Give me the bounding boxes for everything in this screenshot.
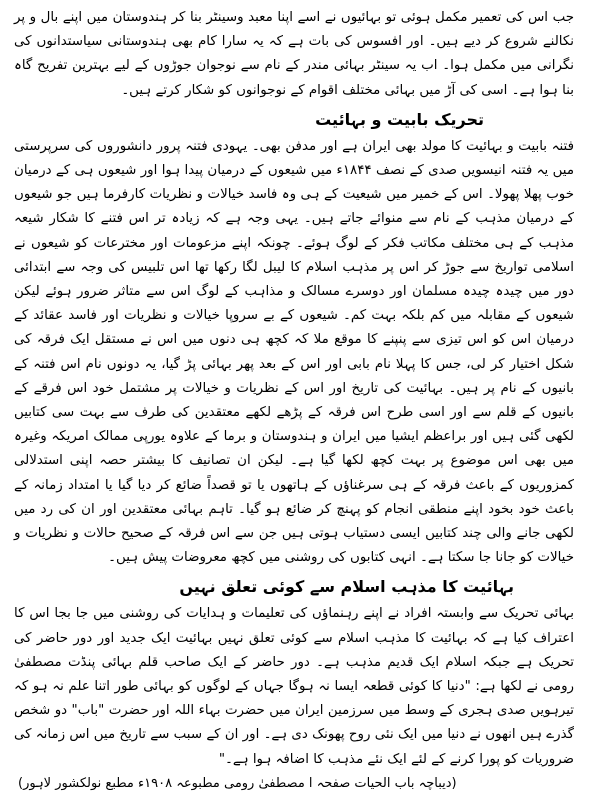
section-1-paragraph: فتنہ بابیت و بہائیت کا مولد بھی ایران ہے اور مدفن بھی۔ یہودی فتنہ پرور دانشوروں کی سرپرستی میں یہ فتنہ انیسویں صدی کے نصف ۱۸۴۴ء میں شیعوں کے درمیان پیدا ہوا اور شیعوں ہی کے درمیان خوب پھلا پھولا۔ اس کے خمیر میں شیعیت کے ہی وہ فاسد خیالات و نظریات کارفرما ہیں جو شیعوں کے درمیان مذہب کے نام سے منوائے جاتے ہیں۔ یہی وجہ ہے کہ زیادہ تر اس فتنے کا شکار شیعہ مذہب کے ہی مختلف مکاتب فکر کے لوگ ہوئے۔ چونکہ اپنے مزعومات اور مخترعات کو شیعوں نے اسلامی تواریخ سے جوڑ کر اس پر مذہب اسلام کا لیبل لگا رکھا تھا اس تلبیس کی وجہ سے ابتدائی دور میں چیدہ چیدہ مسلمان اور دوسرے مسالک و مذاہب کے لوگ اس سے متاثر ضرور ہوئے لیکن شیعوں کے مقابلہ میں کم بلکہ بہت کم۔ شیعوں کے بے سروپا خیالات و نظریات اور فاسد عقائد کے درمیان اس کو اس تیزی سے پنپنے کا موقع ملا کہ کچھ ہی دنوں میں اس نے مستقل ایک فرقہ کی شکل اختیار کر لی، جس کا پہلا نام بابی اور اس کے بعد پھر بہائی پڑ گیا، یہ دونوں نام اس فتنہ کے بانیوں کے نام پر ہیں۔ بہائیت کی تاریخ اور اس کے نظریات و خیالات پر مشتمل خود اس فرقے کے بانیوں کے قلم سے اور اسی طرح اس فرقہ کے پڑھے لکھے معتقدین کی طرف سے بہت سی کتابیں لکھی گئی ہیں اور براعظم ایشیا میں ایران و ہندوستان و برما کے علاوہ یورپی ممالک امریکہ وغیرہ میں بھی اس موضوع پر بہت کچھ لکھا گیا ہے۔ لیکن ان تصانیف کا بیشتر حصہ اپنی استدلالی کمزوریوں کے باعث فرقہ کے ہی سرغناؤں کے ہاتھوں یا تو قصداً ضائع کر دیا گیا یا امتداد زمانہ کے باعث خود بخود اپنے منطقی انجام کو پہنچ کر ضائع ہو گیا۔ تاہم بہائی معتقدین اور ان کی رد میں لکھی جانے والی چند کتابیں ایسی دستیاب ہوتی ہیں جن سے اس فرقہ کے صحیح حالات و نظریات و خیالات کو جانا جا سکتا ہے۔ انہی کتابوں کی روشنی میں کچھ معروضات پیش ہیں۔	[14, 138, 574, 566]
section-heading-no-relation-islam: بہائیت کا مذہب اسلام سے کوئی تعلق نہیں	[179, 577, 514, 597]
section-heading-babism-bahaism: تحریک بابیت و بہائیت	[315, 109, 484, 129]
citation: (دیباچہ باب الحیات صفحہ ا مصطفیٰ رومی مطبوعہ ۱۹۰۸ء مطبع نولکشور لاہور)	[18, 775, 457, 791]
intro-paragraph: جب اس کی تعمیر مکمل ہوئی تو بہائیوں نے اسے اپنا معبد وسینٹر بنا کر ہندوستان میں اپنے بال و پر نکالنے شروع کر دیے ہیں۔ اور افسوس کی بات ہے کہ یہ سارا کام بھی ہندوستانی سیاستدانوں کی نگرانی میں مکمل ہوا۔ اب یہ سینٹر بہائی مندر کے نام سے نوجوان جوڑوں کے لیے بہترین تفریح گاہ بنا ہوا ہے۔ اسی کی آڑ میں بہائی مختلف اقوام کے نوجوانوں کو شکار کرتے ہیں۔	[14, 10, 574, 98]
section-2-paragraph: بہائی تحریک سے وابستہ افراد نے اپنے رہنماؤں کی تعلیمات و ہدایات کی روشنی میں جا بجا اس کا اعتراف کیا ہے کہ بہائیت کا مذہب اسلام سے کوئی تعلق نہیں بہائیت ایک جدید اور دور حاضر کی تحریک ہے جبکہ اسلام ایک قدیم مذہب ہے۔ دور حاضر کے ایک صاحب قلم بہائی پنڈت مصطفیٰ رومی نے لکھا ہے: "دنیا کا کوئی قطعہ ایسا نہ ہوگا جہاں کے لوگوں کو بہائی طور اتنا علم نہ ہو کہ تیرہویں صدی ہجری کے وسط میں سرزمین ایران میں حضرت بہاء اللہ اور حضرت "باب" دو شخص گذرے ہیں انھوں نے دنیا میں ایک نئی روح پھونک دی ہے۔ اور ان کے سبب سے تاریخ میں اس زمانہ کی ضروریات کو پورا کرنے کے لئے ایک نئے مذہب کا اضافہ ہوا ہے۔"	[14, 606, 574, 767]
